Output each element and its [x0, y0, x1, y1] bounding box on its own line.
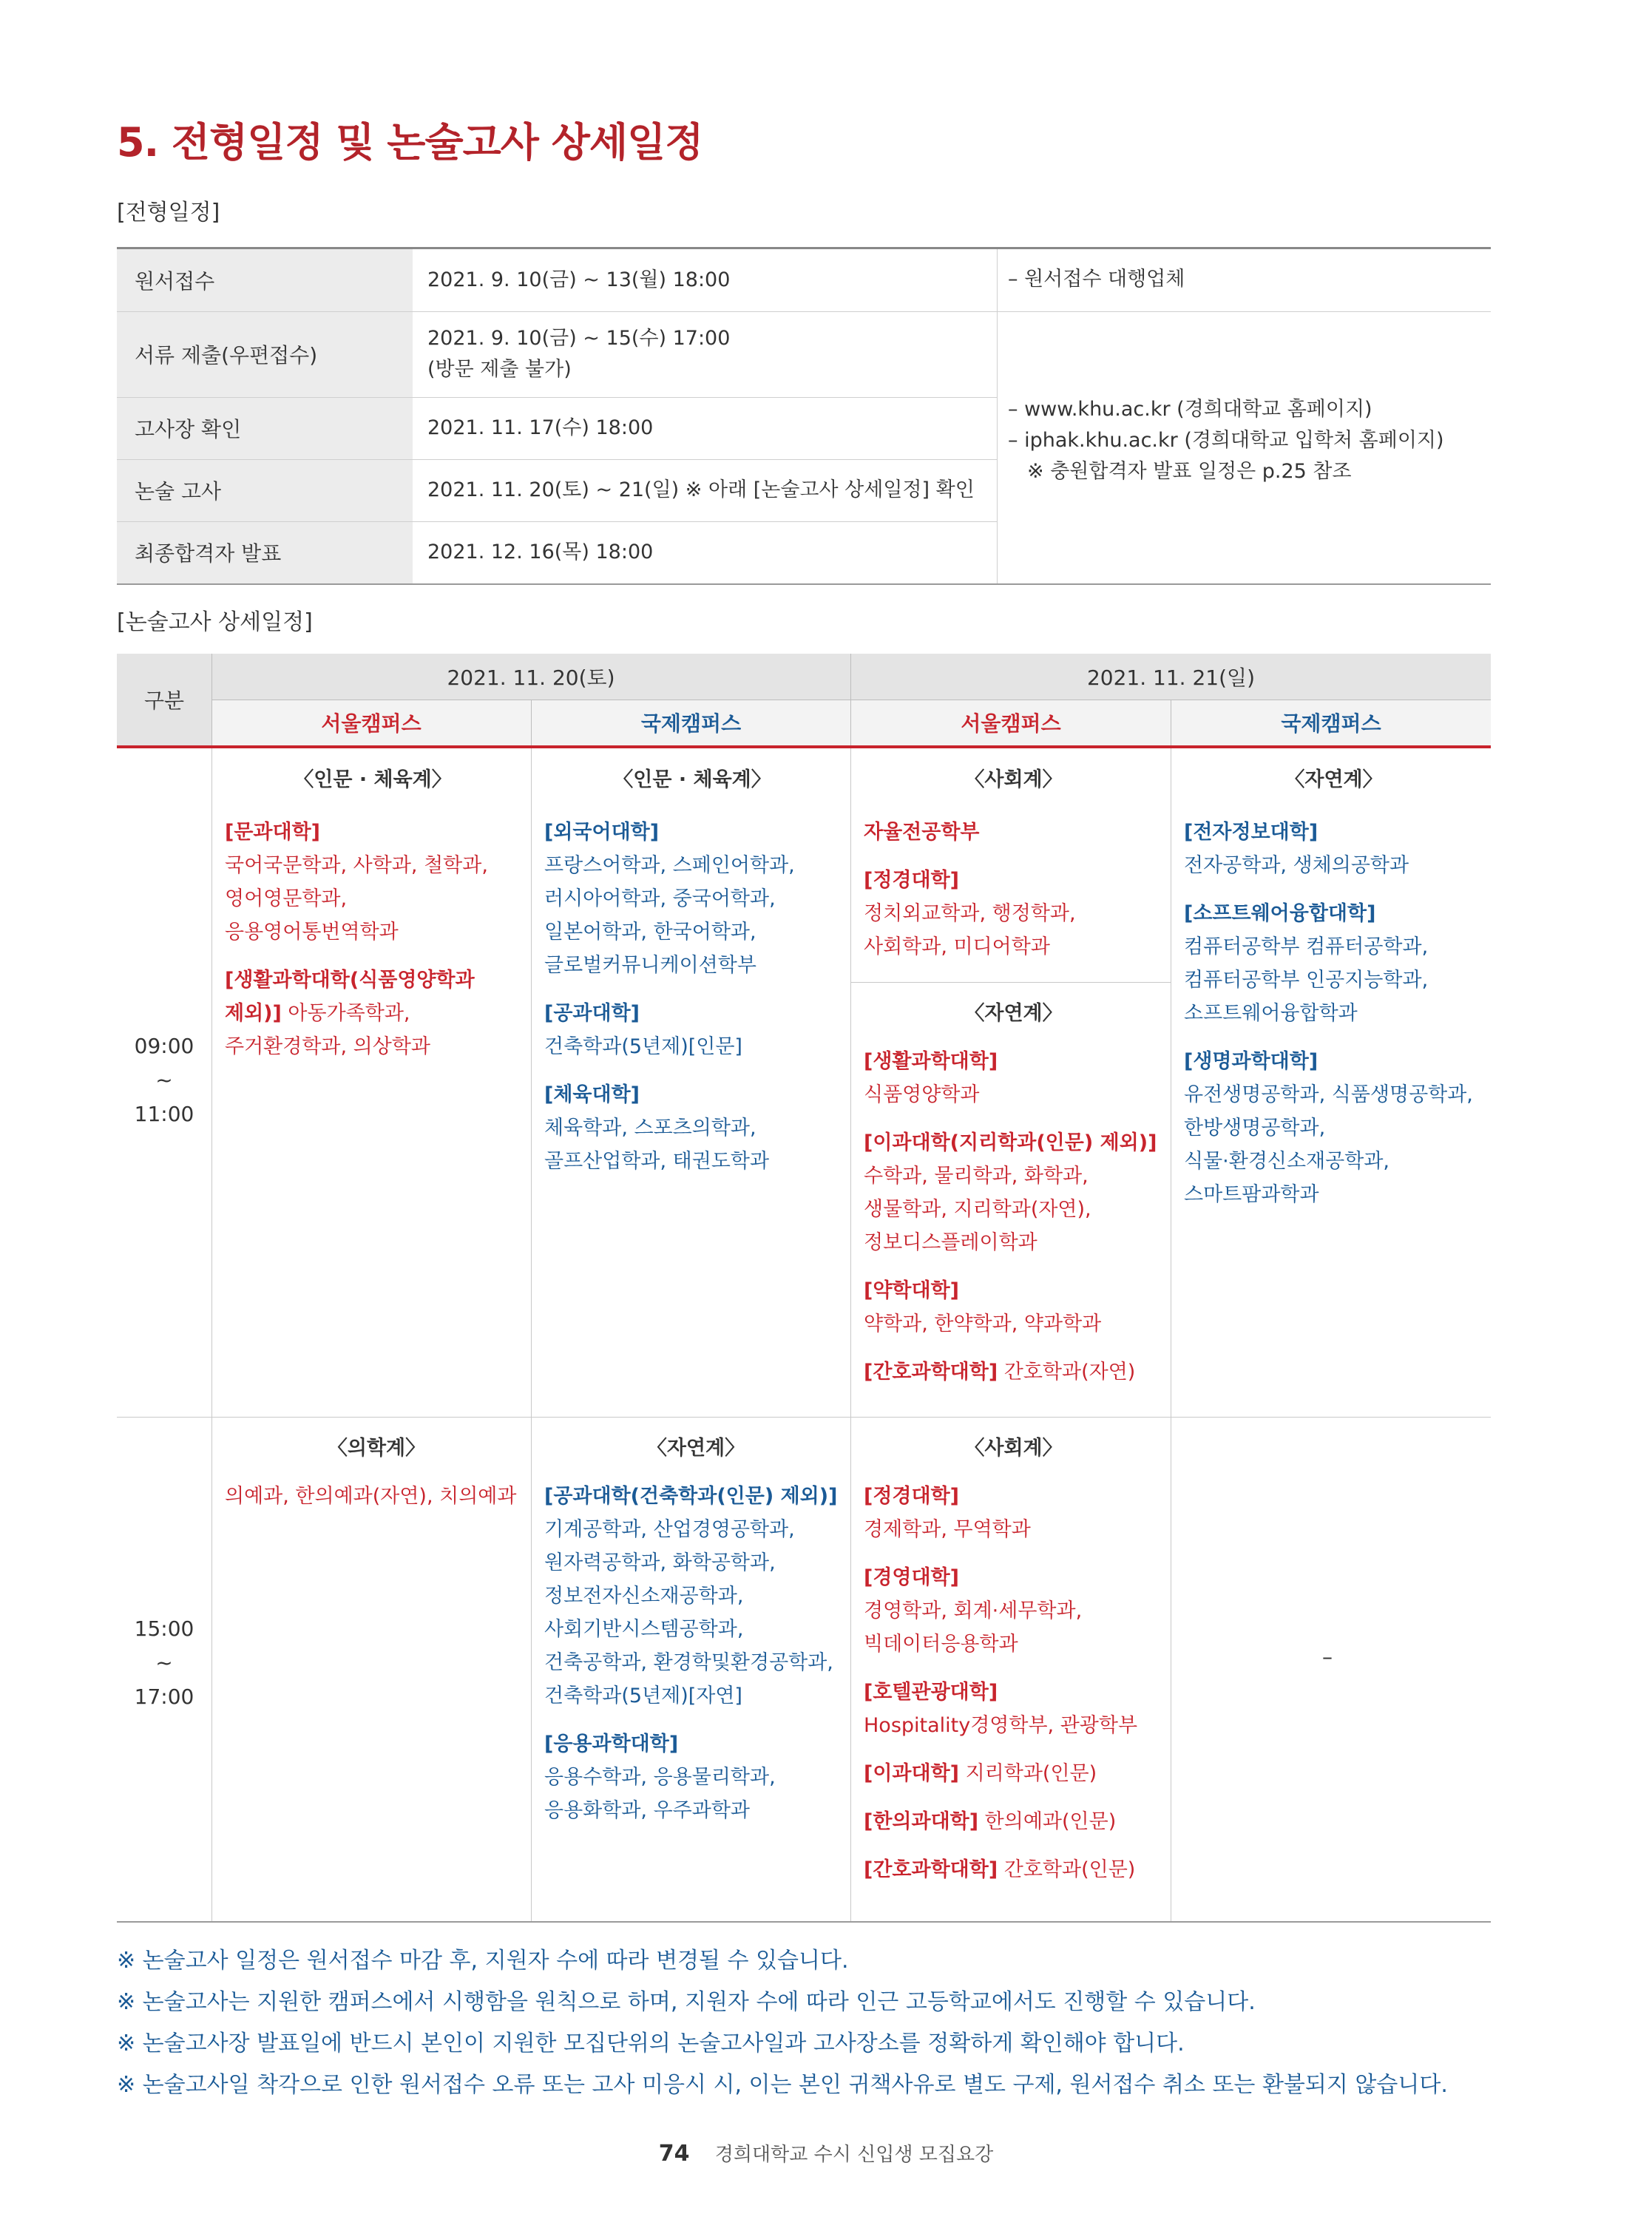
- cell-seoul-0921-pm: 〈사회계〉 [정경대학] 경제학과, 무역학과 [경영대학] 경영학과, 회계·세무학과, 빅데이터응용학과 [호텔관광대학] Hospitality경영학부, 관광학부 [이과대학] 지리학과(인문) [한의과대학] 한의예과(인문) [간호과학대학] 간호학과(인문): [864, 1437, 1138, 1881]
- schedule-note-top: – 원서접수 대행업체: [1008, 268, 1185, 291]
- schedule-table: [117, 247, 1491, 566]
- footer: [0, 2139, 1652, 2167]
- note: ※ 논술고사 일정은 원서접수 마감 후, 지원자 수에 따라 변경될 수 있습니다.: [117, 1948, 849, 1974]
- note: ※ 논술고사는 지원한 캠퍼스에서 시행함을 원칙으로 하며, 지원자 수에 따라 인근 고등학교에서도 진행할 수 있습니다.: [117, 1989, 1256, 2015]
- date-header-2: 2021. 11. 21(일): [851, 654, 1491, 700]
- schedule-note-bottom: – www.khu.ac.kr (경희대학교 홈페이지) – iphak.khu.ac.kr (경희대학교 입학처 홈페이지) ※ 충원합격자 발표 일정은 p.25 참조: [1008, 398, 1444, 483]
- schedule-row: [117, 311, 1491, 397]
- footer-text: 경희대학교 수시 신입생 모집요강: [714, 2144, 994, 2166]
- note: ※ 논술고사장 발표일에 반드시 본인이 지원한 모집단위의 논술고사일과 고사장소를 정확하게 확인해야 합니다.: [117, 2031, 1185, 2056]
- campus-header-global: 국제캠퍼스: [1171, 700, 1491, 745]
- schedule-label: [전형일정]: [117, 200, 220, 226]
- cell-global-0920-pm: 〈자연계〉 [공과대학(건축학과(인문) 제외)] 기계공학과, 산업경영공학과, 원자력공학과, 화학공학과, 정보전자신소재공학과, 사회기반시스템공학과, 건축공학과, 환경학및환경공학과, 건축학과(5년제)[자연] [응용과학대학] 응용수학과, 응용물리학과, 응용화학과, 우주과학과: [544, 1437, 838, 1822]
- cell-seoul-0921-am-social: 〈사회계〉 자율전공학부 [정경대학] 정치외교학과, 행정학과, 사회학과, 미디어학과: [864, 768, 1076, 958]
- schedule-row: [117, 521, 1491, 583]
- cell-global-0920-am: 〈인문 · 체육계〉 [외국어대학] 프랑스어학과, 스페인어학과, 러시아어학과, 중국어학과, 일본어학과, 한국어학과, 글로벌커뮤니케이션학부 [공과대학] 건축학과(5년제)[인문] [체육대학] 체육학과, 스포츠의학과, 골프산업학과, 태권도학과: [544, 768, 795, 1173]
- essay-table: [117, 654, 1491, 1923]
- campus-header-seoul: 서울캠퍼스: [211, 700, 531, 745]
- gubun-header: 구분: [117, 654, 211, 745]
- schedule-item: 고사장 확인: [117, 397, 413, 459]
- campus-header-seoul: 서울캠퍼스: [851, 700, 1171, 745]
- cell-seoul-0921-am-science: 〈자연계〉 [생활과학대학] 식품영양학과 [이과대학(지리학과(인문) 제외)] 수학과, 물리학과, 화학과, 생물학과, 지리학과(자연), 정보디스플레이학과 [약학대학] 약학과, 한약학과, 약과학과 [간호과학대학] 간호학과(자연): [864, 1002, 1157, 1384]
- cell-global-0921-pm-empty: –: [1322, 1645, 1333, 1669]
- page-number: 74: [658, 2141, 690, 2167]
- cell-seoul-0920-pm: 〈의학계〉 의예과, 한의예과(자연), 치의예과: [225, 1437, 517, 1508]
- schedule-item: 원서접수: [117, 249, 413, 311]
- schedule-date: 2021. 9. 10(금) ~ 15(수) 17:00 (방문 제출 불가): [427, 327, 731, 381]
- notes: [117, 1940, 1491, 2106]
- schedule-item: 논술 고사: [117, 459, 413, 521]
- schedule-item: 최종합격자 발표: [117, 521, 413, 583]
- schedule-date: 2021. 12. 16(목) 18:00: [427, 541, 654, 563]
- time-slot-1: 09:00 ~ 11:00: [134, 1034, 194, 1126]
- schedule-date: 2021. 11. 20(토) ~ 21(일) ※ 아래 [논술고사 상세일정] 확인: [427, 478, 975, 501]
- cell-seoul-0920-am: 〈인문 · 체육계〉 [문과대학] 국어국문학과, 사학과, 철학과, 영어영문학과, 응용영어통번역학과 [생활과학대학(식품영양학과 제외)] 아동가족학과, 주거환경학과, 의상학과: [225, 768, 488, 1058]
- campus-header-global: 국제캠퍼스: [532, 700, 850, 745]
- essay-label: [논술고사 상세일정]: [117, 609, 313, 635]
- page-title: 5. 전형일정 및 논술고사 상세일정: [117, 119, 703, 166]
- schedule-date: 2021. 11. 17(수) 18:00: [427, 416, 654, 439]
- schedule-date: 2021. 9. 10(금) ~ 13(월) 18:00: [427, 268, 731, 291]
- schedule-item: 서류 제출(우편접수): [117, 311, 413, 397]
- time-slot-2: 15:00 ~ 17:00: [134, 1616, 194, 1709]
- date-header-1: 2021. 11. 20(토): [211, 654, 850, 700]
- note: ※ 논술고사일 착각으로 인한 원서접수 오류 또는 고사 미응시 시, 이는 본인 귀책사유로 별도 구제, 원서접수 취소 또는 환불되지 않습니다.: [117, 2072, 1448, 2098]
- cell-global-0921-am: 〈자연계〉 [전자정보대학] 전자공학과, 생체의공학과 [소프트웨어융합대학] 컴퓨터공학부 컴퓨터공학과, 컴퓨터공학부 인공지능학과, 소프트웨어융합학과 [생명과학대학] 유전생명공학과, 식품생명공학과, 한방생명공학과, 식물·환경신소재공학과, 스마트팜과학과: [1184, 768, 1473, 1206]
